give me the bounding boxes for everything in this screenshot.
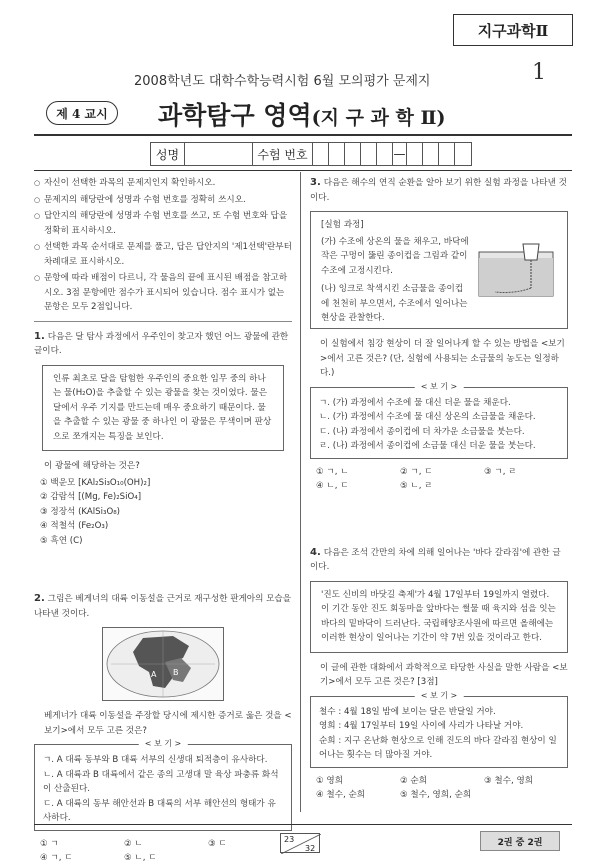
q3-question: 이 실험에서 침강 현상이 더 잘 일어나게 할 수 있는 방법을 <보기>에서 고른 것은? (단, 실험에 사용되는 소금물의 농도는 일정하다.) xyxy=(320,339,565,378)
choice-2[interactable]: ② ㄴ xyxy=(124,838,143,849)
notice-item: ○ 선택한 과목 순서대로 문제를 풀고, 답은 답안지의 '제1선택'란부터 차례대로 표시하시오. xyxy=(34,240,292,269)
q2-choices xyxy=(34,835,295,866)
q2-stem: 그림은 베게너의 대륙 이동설을 근거로 재구성한 판게아의 모습을 나타낸 것이다. xyxy=(34,594,292,619)
footer-page-top: 23 xyxy=(284,835,295,844)
choice-1[interactable]: ① 백운모 [KAl₂Si₃O₁₀(OH)₂] xyxy=(40,477,151,488)
choice-2[interactable]: ② 감람석 [(Mg, Fe)₂SiO₄] xyxy=(40,492,142,502)
q1-choices xyxy=(34,476,292,549)
q3-experiment-box xyxy=(310,211,568,329)
bogi-title: < 보 기 > xyxy=(415,689,464,704)
q2-number: 2. xyxy=(34,593,45,604)
notice-item: ○ 문제지의 해당란에 성명과 수험 번호를 정확히 쓰시오. xyxy=(34,193,292,208)
bogi-item: ㄹ. (나) 과정에서 종이컵에 소금물 대신 더운 물을 붓는다. xyxy=(319,441,536,451)
exam-digit-3[interactable] xyxy=(345,143,361,165)
q3-box-title: [실험 과정] xyxy=(321,220,364,230)
footer-rule xyxy=(34,824,572,825)
bogi-item: 영희 : 4월 17일부터 19일 사이에 사리가 나타날 거야. xyxy=(319,721,524,731)
title-sub: (지 구 과 학 Ⅱ) xyxy=(311,107,446,129)
bogi-title: < 보 기 > xyxy=(139,737,188,752)
q3-number: 3. xyxy=(310,177,321,188)
q1-question: 이 광물에 해당하는 것은? xyxy=(44,461,140,471)
notice-divider xyxy=(34,321,292,322)
choice-5[interactable]: ⑤ 철수, 영희, 순희 xyxy=(400,790,472,800)
footer-page-bottom: 32 xyxy=(305,844,316,853)
q4-bogi xyxy=(310,690,568,768)
choice-2[interactable]: ② 순희 xyxy=(400,775,428,786)
choice-5[interactable]: ⑤ ㄴ, ㄹ xyxy=(400,481,433,491)
page-number: 1 xyxy=(532,60,546,85)
exam-digit-8[interactable] xyxy=(439,143,455,165)
bogi-item: ㄴ. A 대륙과 B 대륙에서 같은 종의 고생대 말 육상 파충류 화석이 산출된다. xyxy=(43,769,279,794)
bogi-item: ㄴ. (가) 과정에서 수조에 물 대신 상온의 소금물을 채운다. xyxy=(319,412,536,422)
choice-1[interactable]: ① ㄱ xyxy=(40,838,59,849)
bogi-item: ㄷ. (나) 과정에서 종이컵에 더 차가운 소금물을 붓는다. xyxy=(319,426,525,437)
notice-item: ○ 문항에 따라 배점이 다르니, 각 물음의 끝에 표시된 배점을 참고하시오. 3점 문항에만 점수가 표시되어 있습니다. 점수 표시가 없는 문항은 모두 2점입니다. xyxy=(34,271,292,315)
q3-bogi xyxy=(310,381,568,459)
bogi-item: 철수 : 4월 18일 밤에 보이는 달은 반달일 거야. xyxy=(319,706,496,717)
pangaea-map xyxy=(102,627,224,701)
exam-dash: — xyxy=(393,143,407,165)
q4-stem: 다음은 조석 간만의 차에 의해 일어나는 '바다 갈라짐'에 관한 글이다. xyxy=(310,547,561,572)
q1-stem: 다음은 달 탐사 과정에서 우주인이 찾고자 했던 어느 광물에 관한 글이다. xyxy=(34,331,289,356)
left-column xyxy=(34,176,295,866)
name-field[interactable] xyxy=(185,143,253,165)
q4-question: 이 글에 관한 대화에서 과학적으로 타당한 사실을 말한 사람을 <보기>에서 모두 고른 것은? [3점] xyxy=(320,662,568,687)
subject-box: 지구과학Ⅱ xyxy=(453,14,573,46)
name-label: 성명 xyxy=(151,143,185,165)
choice-1[interactable]: ① 영희 xyxy=(316,775,344,786)
choice-1[interactable]: ① ㄱ, ㄴ xyxy=(316,466,349,477)
notice-item: ○ 자신이 선택한 과목의 문제지인지 확인하시오. xyxy=(34,176,292,191)
q4-passage-box xyxy=(310,581,568,653)
choice-2[interactable]: ② ㄱ, ㄷ xyxy=(400,466,433,477)
exam-digit-2[interactable] xyxy=(329,143,345,165)
bogi-title: < 보 기 > xyxy=(415,380,464,395)
q4-passage: '진도 신비의 바닷길 축제'가 4월 17일부터 19일까지 열렸다. 이 기간 동안 진도 회동마을 앞바다는 썰물 때 육지와 섬을 잇는 바다의 밑바닥이 드러난다. 국립해양조사원에 따르면 올해에는 이러한 현상이 일어나는 기간이 약 7번 있을 것이라고 한다. xyxy=(321,589,556,643)
bogi-item: ㄷ. A 대륙의 동부 해안선과 B 대륙의 서부 해안선의 형태가 유사하다. xyxy=(43,798,276,823)
bogi-item: ㄱ. A 대륙 동부와 B 대륙 서부의 신생대 퇴적층이 유사하다. xyxy=(43,755,268,765)
volume-indicator: 2권 중 2권 xyxy=(480,831,560,851)
choice-3[interactable]: ③ ㄷ xyxy=(208,838,227,849)
exam-digit-7[interactable] xyxy=(423,143,439,165)
choice-4[interactable]: ④ ㄴ, ㄷ xyxy=(316,481,349,491)
exam-digit-9[interactable] xyxy=(455,143,471,165)
choice-3[interactable]: ③ 철수, 영희 xyxy=(484,775,534,786)
title-main: 과학탐구 영역 xyxy=(158,101,312,130)
q2-bogi xyxy=(34,739,292,831)
q1-number: 1. xyxy=(34,330,45,342)
id-rule xyxy=(34,170,572,171)
notice-list xyxy=(34,176,292,315)
exam-number-label: 수험 번호 xyxy=(253,143,313,165)
choice-4[interactable]: ④ 철수, 순희 xyxy=(316,790,366,800)
q3-stem: 다음은 해수의 연직 순환을 알아 보기 위한 실험 과정을 나타낸 것이다. xyxy=(310,178,567,203)
page-title xyxy=(158,96,445,132)
q3-step: (나) 잉크로 착색시킨 소금물을 종이컵에 천천히 부으면서, 수조에서 일어나는 현상을 관찰한다. xyxy=(321,284,468,323)
q3-choices xyxy=(310,465,568,494)
notice-item: ○ 답안지의 해당란에 성명과 수험 번호를 쓰고, 또 수험 번호와 답을 정확히 표시하시오. xyxy=(34,209,292,238)
right-column xyxy=(310,176,568,803)
q1-passage-box xyxy=(42,365,284,452)
id-row xyxy=(150,142,472,166)
q4-choices xyxy=(310,774,568,803)
q2-question: 베게너가 대륙 이동설을 주장할 당시에 제시한 증거로 옳은 것을 <보기>에서 모두 고른 것은? xyxy=(44,711,292,736)
bogi-item: ㄱ. (가) 과정에서 수조에 물 대신 더운 물을 채운다. xyxy=(319,397,511,408)
map-label-a: A xyxy=(151,670,157,679)
q4-number: 4. xyxy=(310,546,321,558)
q3-step: (가) 수조에 상온의 물을 채우고, 바닥에 작은 구멍이 뚫린 종이컵을 그림과 같이 수조에 고정시킨다. xyxy=(321,236,469,276)
footer-page-indicator xyxy=(280,833,320,853)
question-1 xyxy=(34,330,292,549)
question-3 xyxy=(310,176,568,494)
exam-digit-4[interactable] xyxy=(361,143,377,165)
choice-4[interactable]: ④ ㄱ, ㄷ xyxy=(40,853,73,863)
water-tank-icon xyxy=(475,238,557,298)
choice-5[interactable]: ⑤ 흑연 (C) xyxy=(40,535,83,546)
choice-3[interactable]: ③ ㄱ, ㄹ xyxy=(484,466,517,477)
q1-passage: 인류 최초로 달을 탐험한 우주인의 중요한 임무 중의 하나는 물(H₂O)을 추출할 수 있는 광물을 찾는 것이었다. 물은 달에서 우주 기지를 만드는데 매우 중요하기 때문이다. 물을 추출할 수 있는 광물 중 하나인 이 광물은 무색이며 판상으로 쪼개지는 특징을 보인다. xyxy=(53,373,272,442)
bogi-item: 순희 : 지구 온난화 현상으로 인해 진도의 바다 갈라짐 현상이 일어나는 횟수는 더 많아질 거야. xyxy=(319,735,557,760)
map-label-b: B xyxy=(173,668,179,677)
pangaea-map-icon xyxy=(103,628,223,700)
exam-title-line: 2008학년도 대학수학능력시험 6월 모의평가 문제지 xyxy=(134,74,431,89)
header-rule xyxy=(34,134,572,136)
exam-digit-5[interactable] xyxy=(377,143,393,165)
choice-3[interactable]: ③ 정장석 (KAlSi₃O₈) xyxy=(40,506,121,517)
choice-5[interactable]: ⑤ ㄴ, ㄷ xyxy=(124,853,157,863)
column-divider xyxy=(300,172,301,812)
exam-digit-1[interactable] xyxy=(313,143,329,165)
choice-4[interactable]: ④ 적철석 (Fe₂O₃) xyxy=(40,521,109,531)
session-tag: 제 4 교시 xyxy=(46,101,118,125)
exam-digit-6[interactable] xyxy=(407,143,423,165)
question-4 xyxy=(310,546,568,803)
